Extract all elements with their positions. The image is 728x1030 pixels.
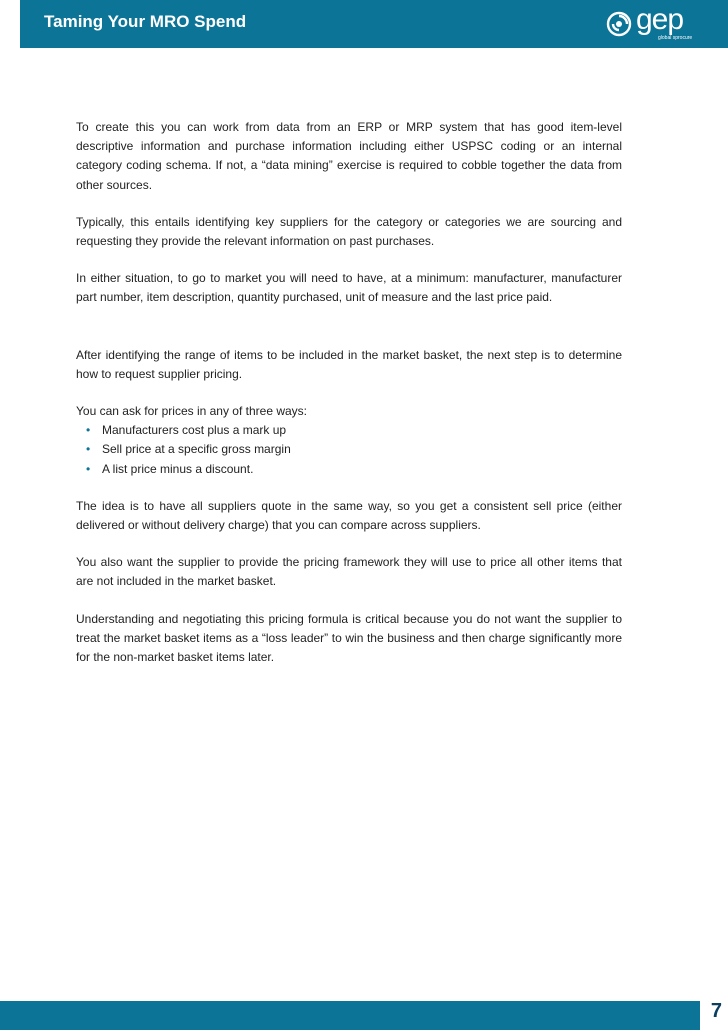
- page-number: 7: [710, 1000, 722, 1022]
- bullet-icon: •: [86, 461, 91, 476]
- list-item: • Sell price at a specific gross margin: [86, 440, 622, 459]
- page-header: [20, 0, 728, 48]
- bullet-icon: •: [86, 442, 91, 457]
- gep-logo: [606, 3, 706, 43]
- bullet-icon: •: [86, 423, 91, 438]
- paragraph: You also want the supplier to provide the pricing framework they will use to price all other items that are not included in the market basket.: [76, 555, 622, 589]
- logo-tagline: global sprocure: [658, 35, 693, 41]
- list-item: • A list price minus a discount.: [86, 460, 622, 479]
- paragraph: To create this you can work from data from an ERP or MRP system that has good item-level descriptive information and purchase information including either USPSC coding or an internal category coding schema. If not, a “data mining” exercise is required to cobble together the data from other sources.: [76, 120, 622, 192]
- paragraph: Understanding and negotiating this pricing formula is critical because you do not want the supplier to treat the market basket items as a “loss leader” to win the business and then charge significantly more for the non-market basket items later.: [76, 611, 622, 665]
- paragraph: Typically, this entails identifying key suppliers for the category or categories we are sourcing and requesting they provide the relevant information on past purchases.: [76, 214, 622, 249]
- paragraph: The idea is to have all suppliers quote in the same way, so you get a consistent sell price (either delivered or without delivery charge) that you can compare across suppliers.: [76, 498, 622, 533]
- logo-wordmark: gep: [636, 3, 684, 36]
- paragraph: You can ask for prices in any of three ways:: [76, 404, 308, 419]
- list-item: • Manufacturers cost plus a mark up: [86, 421, 622, 440]
- body-text: [76, 118, 622, 685]
- pricing-methods-list: [76, 421, 622, 479]
- swirl-logo-icon: [606, 11, 632, 37]
- paragraph: After identifying the range of items to be included in the market basket, the next step is to determine how to request supplier pricing.: [76, 347, 622, 381]
- page-footer: [0, 1001, 700, 1030]
- document-title: Taming Your MRO Spend: [44, 12, 247, 31]
- paragraph: In either situation, to go to market you will need to have, at a minimum: manufacturer, manufacturer part number, item description, quantity purchased, unit of measure and the last price paid.: [76, 271, 622, 305]
